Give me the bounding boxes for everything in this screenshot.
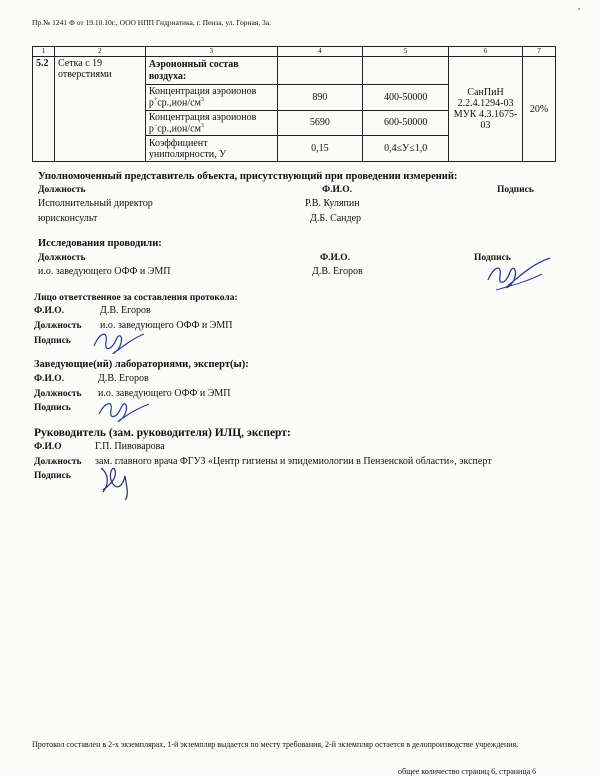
col-number: 5 [363, 47, 449, 57]
research-title: Исследования проводили: [38, 238, 162, 249]
director-fio-label: Ф.И.О [34, 442, 62, 452]
heads-position-label: Должность [34, 389, 82, 399]
doc-line: МУК 4.3.1675-03 [453, 109, 518, 132]
responsible-sign-label: Подпись [34, 336, 71, 346]
measurement-error: 20% [522, 57, 555, 162]
measured-value: 5690 [277, 110, 363, 136]
representative-position: юрисконсульт [38, 213, 98, 224]
row-number: 5.2 [33, 57, 55, 162]
heads-sign-label: Подпись [34, 403, 71, 413]
director-position-label: Должность [34, 457, 82, 467]
director-signature [95, 460, 145, 502]
responsible-fio-label: Ф.И.О. [34, 306, 65, 316]
empty-cell [277, 57, 363, 85]
director-sign-label: Подпись [34, 471, 71, 481]
col-number: 7 [522, 47, 555, 57]
table-row [33, 57, 556, 85]
norm-value: 600-50000 [363, 110, 449, 136]
research-sign-header: Подпись [474, 253, 511, 263]
responsible-signature [90, 322, 150, 362]
measured-value: 0,15 [277, 136, 363, 162]
col-number: 1 [33, 47, 55, 57]
heads-position: и.о. заведующего ОФФ и ЭМП [98, 388, 231, 399]
column-numbers-row [33, 47, 556, 57]
col-number: 6 [449, 47, 523, 57]
parameter-name: Концентрация аэроионов $р^+ср.,ион/см^3$ [145, 85, 277, 111]
heads-fio-label: Ф.И.О. [34, 374, 65, 384]
doc-line: 2.2.4.1294-03 [457, 98, 514, 110]
representative-fio-header: Ф.И.О. [322, 185, 353, 195]
heads-fio: Д.В. Егоров [98, 373, 149, 384]
parameter-group: Аэроионный состав воздуха: [145, 57, 277, 85]
measured-value: 890 [277, 85, 363, 111]
representative-fio: Р.В. Куляпин [305, 198, 360, 209]
research-position: и.о. заведующего ОФФ и ЭМП [38, 266, 171, 277]
page-counter: общее количество страниц 6, страница 6 [398, 767, 537, 776]
parameter-name: Коэффициент униполярности, У [145, 136, 277, 162]
responsible-fio: Д.В. Егоров [100, 305, 151, 316]
norm-value: 400-50000 [363, 85, 449, 111]
research-fio-header: Ф.И.О. [320, 253, 351, 263]
responsible-position-label: Должность [34, 321, 82, 331]
responsible-title: Лицо ответственное за составления протокола: [34, 293, 238, 303]
parameter-name: Концентрация аэроионов $р^-ср.,ион/см^3$ [145, 110, 277, 136]
heads-signature [95, 392, 155, 428]
norm-value: 0,4≤У≤1,0 [363, 136, 449, 162]
director-position: зам. главного врача ФГУЗ «Центр гигиены и эпидемиологии в Пензенской области», эксперт [95, 456, 492, 467]
representative-position: Исполнительный директор [38, 198, 153, 209]
director-fio: Г.П. Пивоварова [95, 441, 165, 452]
object-name: Сетка с 19 отверстиями [54, 57, 145, 162]
representative-sign-header: Подпись [497, 185, 534, 195]
representative-position-header: Должность [38, 185, 86, 195]
director-title: Руководитель (зам. руководителя) ИЛЦ, эксперт: [34, 427, 291, 439]
measurement-table [32, 46, 556, 162]
research-signature [480, 250, 570, 300]
protocol-reference: Пр.№ 1241 Ф от 19.10.10г., ООО НПП Гидриатика, г. Пенза, ул. Горная, 3а. [32, 18, 271, 27]
col-number: 2 [54, 47, 145, 57]
heads-title: Заведующие(ий) лабораториями, эксперт(ы): [34, 359, 249, 370]
representative-title: Уполномоченный представитель объекта, присутствующий при проведении измерений: [38, 171, 458, 182]
doc-line: СанПиН [467, 86, 504, 98]
footer-note: Протокол составлен в 2-х экземплярах, 1-й экземпляр выдается по месту требования, 2-й экземпляр остается в делопроизводстве учреждения. [32, 740, 519, 749]
research-position-header: Должность [38, 253, 86, 263]
normative-document [449, 57, 523, 162]
col-number: 4 [277, 47, 363, 57]
representative-fio: Д.Б. Сандер [310, 213, 362, 224]
col-number: 3 [145, 47, 277, 57]
research-fio: Д.В. Егоров [312, 266, 363, 277]
responsible-position: и.о. заведующего ОФФ и ЭМП [100, 320, 233, 331]
corner-mark: ' [578, 6, 580, 18]
empty-cell [363, 57, 449, 85]
